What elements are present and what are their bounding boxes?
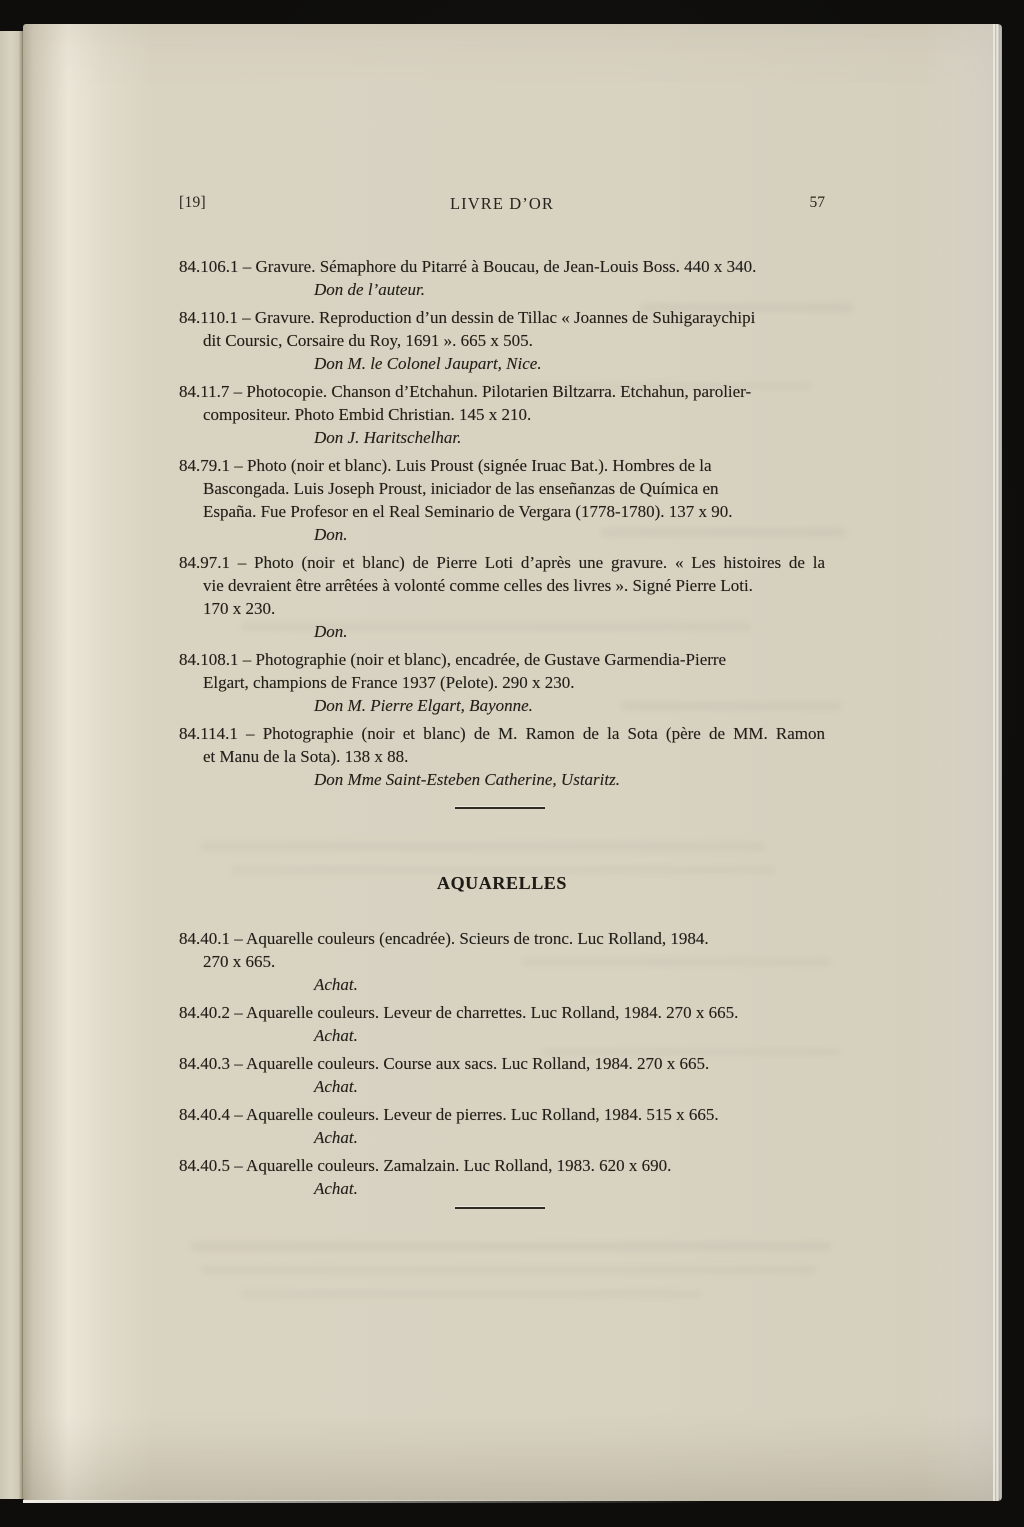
entry-line: [179, 574, 825, 597]
entry-line: [179, 722, 825, 745]
header-page-number: 57: [809, 194, 825, 211]
header-folio: [19]: [179, 194, 207, 211]
section-divider: [455, 1207, 545, 1209]
entry-line: [179, 255, 825, 278]
catalog-entry: [179, 648, 825, 717]
catalog-entry: [179, 927, 825, 996]
entry-line-text: Bascongada. Luis Joseph Proust, iniciador de las enseñanzas de Química en: [203, 479, 719, 498]
entry-line-text: 84.97.1 – Photo (noir et blanc) de Pierre Loti d’après une gravure. « Les histoires de la: [179, 553, 825, 572]
entry-line: [179, 1001, 825, 1024]
catalog-entry: [179, 255, 825, 301]
entry-line: [179, 671, 825, 694]
entry-line: [179, 950, 825, 973]
catalog-content: [179, 255, 825, 1209]
catalog-entry: [179, 1001, 825, 1047]
catalog-entry: [179, 551, 825, 643]
entry-credit: Don M. Pierre Elgart, Bayonne.: [314, 696, 533, 715]
entry-line-text: 84.108.1 – Photographie (noir et blanc), encadrée, de Gustave Garmendia-Pierre: [179, 650, 727, 669]
scanned-page: [23, 24, 1000, 1501]
entry-credit: Achat.: [314, 1026, 358, 1045]
entry-line: [179, 454, 825, 477]
bleed-through: [191, 1242, 831, 1251]
entry-line: [179, 597, 825, 620]
entry-line: [179, 1052, 825, 1075]
entry-line: [179, 1103, 825, 1126]
entry-credit: Don.: [314, 622, 348, 641]
entry-line-text: 170 x 230.: [203, 599, 276, 618]
entry-credit: Don.: [314, 525, 348, 544]
entry-line-text: vie devraient être arrêtées à volonté comme celles des livres ». Signé Pierre Loti.: [203, 576, 753, 595]
catalog-entry: [179, 306, 825, 375]
entry-line-text: 84.40.3 – Aquarelle couleurs. Course aux sacs. Luc Rolland, 1984. 270 x 665.: [179, 1054, 710, 1073]
entry-line: [179, 380, 825, 403]
entry-line-text: compositeur. Photo Embid Christian. 145 x 210.: [203, 405, 532, 424]
entry-line: [179, 1154, 825, 1177]
bleed-through: [241, 1290, 701, 1298]
bleed-through: [201, 1266, 816, 1274]
catalog-entry: [179, 722, 825, 791]
catalog-entry: [179, 1052, 825, 1098]
page-stack-edge: [993, 24, 1002, 1501]
entry-credit: Don M. le Colonel Jaupart, Nice.: [314, 354, 542, 373]
entry-line-text: 270 x 665.: [203, 952, 276, 971]
page-bottom-edge: [23, 1500, 707, 1503]
catalog-entry: [179, 380, 825, 449]
entry-line-text: 84.79.1 – Photo (noir et blanc). Luis Proust (signée Iruac Bat.). Hombres de la: [179, 456, 712, 475]
entry-credit: Don J. Haritschelhar.: [314, 428, 462, 447]
catalog-entry: [179, 1103, 825, 1149]
entry-line-text: 84.106.1 – Gravure. Sémaphore du Pitarré à Boucau, de Jean-Louis Boss. 440 x 340.: [179, 257, 757, 276]
entry-credit: Achat.: [314, 1077, 358, 1096]
entry-line-text: Elgart, champions de France 1937 (Pelote). 290 x 230.: [203, 673, 575, 692]
under-page-edge: [0, 31, 23, 1499]
catalog-entry: [179, 1154, 825, 1200]
header-title: LIVRE D’OR: [449, 194, 555, 213]
entry-line-text: 84.40.2 – Aquarelle couleurs. Leveur de charrettes. Luc Rolland, 1984. 270 x 665.: [179, 1003, 739, 1022]
entry-line-text: 84.40.4 – Aquarelle couleurs. Leveur de pierres. Luc Rolland, 1984. 515 x 665.: [179, 1105, 719, 1124]
section-heading: AQUARELLES: [436, 873, 568, 893]
entry-line: [179, 306, 825, 329]
entry-line: [179, 477, 825, 500]
entry-line: [179, 745, 825, 768]
entry-line-text: 84.11.7 – Photocopie. Chanson d’Etchahun. Pilotarien Biltzarra. Etchahun, parolier-: [179, 382, 752, 401]
entry-line-text: 84.114.1 – Photographie (noir et blanc) de M. Ramon de la Sota (père de MM. Ramon: [179, 724, 825, 743]
entry-line: [179, 927, 825, 950]
entry-line-text: 84.40.1 – Aquarelle couleurs (encadrée). Scieurs de tronc. Luc Rolland, 1984.: [179, 929, 709, 948]
page-header: [179, 194, 825, 212]
entry-line-text: 84.110.1 – Gravure. Reproduction d’un dessin de Tillac « Joannes de Suhigaraychipi: [179, 308, 756, 327]
entry-line-text: et Manu de la Sota). 138 x 88.: [203, 747, 409, 766]
catalog-entry: [179, 454, 825, 546]
entry-line: [179, 551, 825, 574]
entry-line: [179, 500, 825, 523]
entry-line-text: dit Coursic, Corsaire du Roy, 1691 ». 665 x 505.: [203, 331, 533, 350]
entry-credit: Achat.: [314, 1179, 358, 1198]
entry-credit: Don Mme Saint-Esteben Catherine, Ustaritz.: [314, 770, 620, 789]
entry-line: [179, 403, 825, 426]
entry-credit: Achat.: [314, 975, 358, 994]
section-divider: [455, 807, 545, 809]
entry-line: [179, 329, 825, 352]
entry-credit: Achat.: [314, 1128, 358, 1147]
entry-line-text: 84.40.5 – Aquarelle couleurs. Zamalzain. Luc Rolland, 1983. 620 x 690.: [179, 1156, 672, 1175]
entry-line-text: España. Fue Profesor en el Real Seminario de Vergara (1778-1780). 137 x 90.: [203, 502, 733, 521]
entry-credit: Don de l’auteur.: [314, 280, 425, 299]
entry-line: [179, 648, 825, 671]
